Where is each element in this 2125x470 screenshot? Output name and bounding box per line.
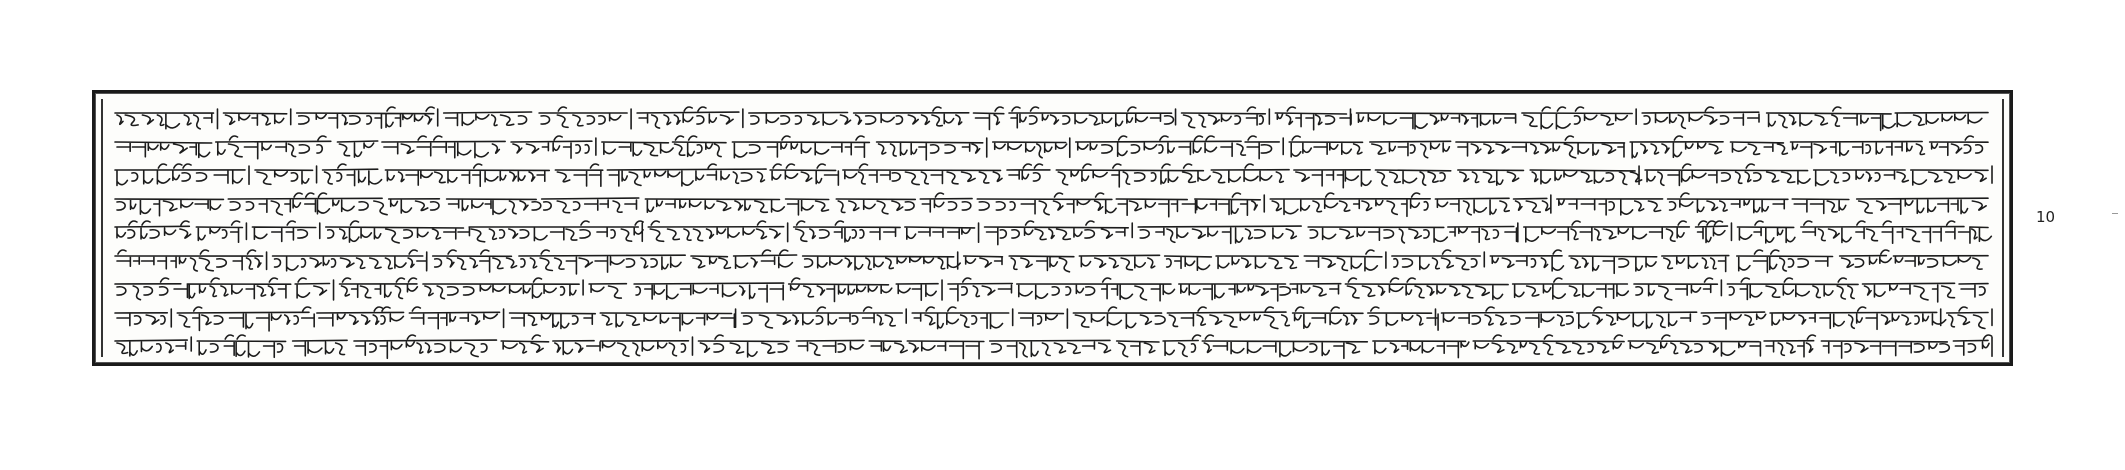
handwritten-script-strokes bbox=[115, 193, 1988, 217]
handwritten-script-strokes bbox=[115, 278, 1988, 302]
tibetan-text-block bbox=[111, 105, 1994, 353]
manuscript-line bbox=[111, 162, 1994, 190]
manuscript-line bbox=[111, 219, 1994, 247]
manuscript-line bbox=[111, 248, 1994, 276]
handwritten-script-strokes bbox=[115, 221, 1991, 245]
handwritten-script-strokes bbox=[115, 107, 1988, 130]
handwritten-script-strokes bbox=[115, 335, 1992, 359]
manuscript-line bbox=[111, 134, 1994, 162]
handwritten-script-strokes bbox=[115, 250, 1988, 274]
page-number: 10 bbox=[2036, 208, 2056, 226]
folio-text-area bbox=[101, 99, 2004, 357]
handwritten-script-strokes bbox=[115, 307, 1992, 331]
manuscript-line bbox=[111, 191, 1994, 219]
manuscript-line bbox=[111, 105, 1994, 133]
manuscript-folio bbox=[92, 90, 2013, 366]
margin-tick bbox=[2112, 213, 2118, 214]
manuscript-line bbox=[111, 305, 1994, 333]
manuscript-line bbox=[111, 276, 1994, 304]
handwritten-script-strokes bbox=[115, 136, 1988, 160]
handwritten-script-strokes bbox=[115, 164, 1992, 188]
manuscript-line bbox=[111, 333, 1994, 361]
